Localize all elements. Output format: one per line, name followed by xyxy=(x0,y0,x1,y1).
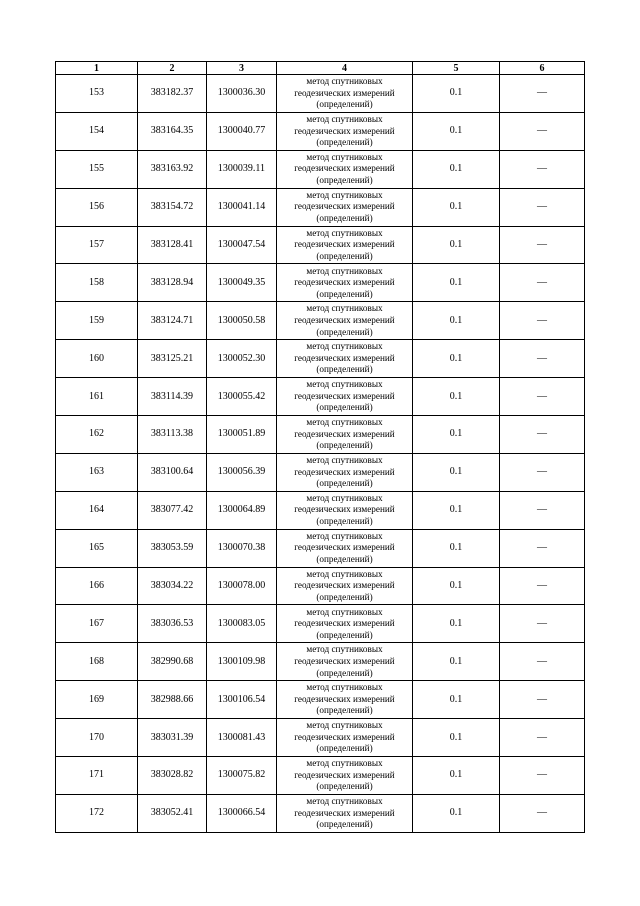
method-cell xyxy=(277,605,413,643)
point-number-cell: 153 xyxy=(56,75,138,113)
x-coordinate-cell: 383128.41 xyxy=(138,226,207,264)
precision-cell: 0.1 xyxy=(413,681,500,719)
table-row xyxy=(56,112,585,150)
coordinates-table xyxy=(55,61,585,833)
method-cell xyxy=(277,453,413,491)
method-line: метод спутниковых xyxy=(306,379,383,390)
x-coordinate-cell: 383100.64 xyxy=(138,453,207,491)
precision-cell: 0.1 xyxy=(413,794,500,832)
y-coordinate-cell: 1300055.42 xyxy=(207,378,277,416)
method-cell xyxy=(277,340,413,378)
method-line: геодезических измерений xyxy=(294,125,395,136)
point-number-cell: 158 xyxy=(56,264,138,302)
table-row xyxy=(56,264,585,302)
method-cell xyxy=(277,794,413,832)
y-coordinate-cell: 1300041.14 xyxy=(207,188,277,226)
note-cell: — xyxy=(500,264,585,302)
method-line: метод спутниковых xyxy=(306,303,383,314)
point-number-cell: 172 xyxy=(56,794,138,832)
x-coordinate-cell: 383182.37 xyxy=(138,75,207,113)
method-line: метод спутниковых xyxy=(306,720,383,731)
note-cell: — xyxy=(500,226,585,264)
method-line: геодезических измерений xyxy=(294,769,395,780)
method-line: геодезических измерений xyxy=(294,693,395,704)
point-number-cell: 168 xyxy=(56,643,138,681)
x-coordinate-cell: 383113.38 xyxy=(138,416,207,454)
method-cell xyxy=(277,681,413,719)
x-coordinate-cell: 383034.22 xyxy=(138,567,207,605)
y-coordinate-cell: 1300036.30 xyxy=(207,75,277,113)
column-header-1: 1 xyxy=(56,62,138,75)
column-header-3: 3 xyxy=(207,62,277,75)
note-cell: — xyxy=(500,719,585,757)
method-cell xyxy=(277,378,413,416)
method-cell xyxy=(277,302,413,340)
precision-cell: 0.1 xyxy=(413,378,500,416)
point-number-cell: 170 xyxy=(56,719,138,757)
method-line: (определений) xyxy=(316,478,373,489)
precision-cell: 0.1 xyxy=(413,567,500,605)
method-line: (определений) xyxy=(316,326,373,337)
point-number-cell: 166 xyxy=(56,567,138,605)
method-line: геодезических измерений xyxy=(294,580,395,591)
table-row xyxy=(56,681,585,719)
method-cell xyxy=(277,226,413,264)
header-row xyxy=(56,62,585,75)
note-cell: — xyxy=(500,605,585,643)
method-cell xyxy=(277,719,413,757)
note-cell: — xyxy=(500,112,585,150)
precision-cell: 0.1 xyxy=(413,416,500,454)
method-line: геодезических измерений xyxy=(294,731,395,742)
point-number-cell: 159 xyxy=(56,302,138,340)
method-line: (определений) xyxy=(316,819,373,830)
method-line: метод спутниковых xyxy=(306,76,383,87)
method-line: (определений) xyxy=(316,175,373,186)
column-header-5: 5 xyxy=(413,62,500,75)
point-number-cell: 163 xyxy=(56,453,138,491)
method-line: метод спутниковых xyxy=(306,530,383,541)
method-line: геодезических измерений xyxy=(294,352,395,363)
method-line: геодезических измерений xyxy=(294,314,395,325)
method-line: метод спутниковых xyxy=(306,758,383,769)
note-cell: — xyxy=(500,757,585,795)
note-cell: — xyxy=(500,567,585,605)
point-number-cell: 164 xyxy=(56,491,138,529)
precision-cell: 0.1 xyxy=(413,453,500,491)
precision-cell: 0.1 xyxy=(413,302,500,340)
note-cell: — xyxy=(500,416,585,454)
x-coordinate-cell: 383114.39 xyxy=(138,378,207,416)
method-line: (определений) xyxy=(316,629,373,640)
method-line: геодезических измерений xyxy=(294,277,395,288)
method-line: метод спутниковых xyxy=(306,568,383,579)
y-coordinate-cell: 1300051.89 xyxy=(207,416,277,454)
method-line: (определений) xyxy=(316,705,373,716)
point-number-cell: 160 xyxy=(56,340,138,378)
table-row xyxy=(56,226,585,264)
x-coordinate-cell: 383052.41 xyxy=(138,794,207,832)
table-row xyxy=(56,453,585,491)
precision-cell: 0.1 xyxy=(413,264,500,302)
table-row xyxy=(56,794,585,832)
method-line: (определений) xyxy=(316,516,373,527)
method-line: (определений) xyxy=(316,667,373,678)
point-number-cell: 157 xyxy=(56,226,138,264)
x-coordinate-cell: 383163.92 xyxy=(138,150,207,188)
y-coordinate-cell: 1300040.77 xyxy=(207,112,277,150)
x-coordinate-cell: 383124.71 xyxy=(138,302,207,340)
method-line: (определений) xyxy=(316,440,373,451)
y-coordinate-cell: 1300039.11 xyxy=(207,150,277,188)
y-coordinate-cell: 1300109.98 xyxy=(207,643,277,681)
table-row xyxy=(56,605,585,643)
precision-cell: 0.1 xyxy=(413,605,500,643)
x-coordinate-cell: 382990.68 xyxy=(138,643,207,681)
y-coordinate-cell: 1300078.00 xyxy=(207,567,277,605)
precision-cell: 0.1 xyxy=(413,188,500,226)
x-coordinate-cell: 383053.59 xyxy=(138,529,207,567)
table-row xyxy=(56,529,585,567)
precision-cell: 0.1 xyxy=(413,757,500,795)
method-cell xyxy=(277,757,413,795)
method-line: геодезических измерений xyxy=(294,239,395,250)
method-line: (определений) xyxy=(316,402,373,413)
x-coordinate-cell: 383154.72 xyxy=(138,188,207,226)
method-line: (определений) xyxy=(316,781,373,792)
method-line: метод спутниковых xyxy=(306,644,383,655)
y-coordinate-cell: 1300047.54 xyxy=(207,226,277,264)
method-line: геодезических измерений xyxy=(294,807,395,818)
precision-cell: 0.1 xyxy=(413,719,500,757)
method-line: (определений) xyxy=(316,591,373,602)
note-cell: — xyxy=(500,529,585,567)
point-number-cell: 156 xyxy=(56,188,138,226)
x-coordinate-cell: 383036.53 xyxy=(138,605,207,643)
method-line: метод спутниковых xyxy=(306,265,383,276)
note-cell: — xyxy=(500,340,585,378)
column-header-4: 4 xyxy=(277,62,413,75)
x-coordinate-cell: 383028.82 xyxy=(138,757,207,795)
table-row xyxy=(56,150,585,188)
point-number-cell: 167 xyxy=(56,605,138,643)
x-coordinate-cell: 383125.21 xyxy=(138,340,207,378)
x-coordinate-cell: 383031.39 xyxy=(138,719,207,757)
note-cell: — xyxy=(500,681,585,719)
precision-cell: 0.1 xyxy=(413,112,500,150)
table-row xyxy=(56,75,585,113)
precision-cell: 0.1 xyxy=(413,150,500,188)
method-cell xyxy=(277,112,413,150)
y-coordinate-cell: 1300052.30 xyxy=(207,340,277,378)
method-line: (определений) xyxy=(316,137,373,148)
method-cell xyxy=(277,643,413,681)
precision-cell: 0.1 xyxy=(413,643,500,681)
method-line: (определений) xyxy=(316,743,373,754)
precision-cell: 0.1 xyxy=(413,529,500,567)
table-row xyxy=(56,378,585,416)
method-line: метод спутниковых xyxy=(306,417,383,428)
y-coordinate-cell: 1300106.54 xyxy=(207,681,277,719)
x-coordinate-cell: 383128.94 xyxy=(138,264,207,302)
y-coordinate-cell: 1300081.43 xyxy=(207,719,277,757)
method-line: (определений) xyxy=(316,212,373,223)
note-cell: — xyxy=(500,794,585,832)
method-cell xyxy=(277,491,413,529)
method-line: метод спутниковых xyxy=(306,492,383,503)
note-cell: — xyxy=(500,150,585,188)
method-line: (определений) xyxy=(316,250,373,261)
method-line: (определений) xyxy=(316,364,373,375)
method-cell xyxy=(277,264,413,302)
method-cell xyxy=(277,188,413,226)
table-row xyxy=(56,567,585,605)
y-coordinate-cell: 1300056.39 xyxy=(207,453,277,491)
point-number-cell: 165 xyxy=(56,529,138,567)
y-coordinate-cell: 1300064.89 xyxy=(207,491,277,529)
method-line: метод спутниковых xyxy=(306,227,383,238)
method-line: метод спутниковых xyxy=(306,454,383,465)
method-line: геодезических измерений xyxy=(294,504,395,515)
y-coordinate-cell: 1300070.38 xyxy=(207,529,277,567)
note-cell: — xyxy=(500,378,585,416)
table-row xyxy=(56,719,585,757)
method-line: метод спутниковых xyxy=(306,606,383,617)
x-coordinate-cell: 382988.66 xyxy=(138,681,207,719)
method-line: (определений) xyxy=(316,553,373,564)
note-cell: — xyxy=(500,643,585,681)
column-header-6: 6 xyxy=(500,62,585,75)
table-row xyxy=(56,643,585,681)
method-line: геодезических измерений xyxy=(294,428,395,439)
note-cell: — xyxy=(500,491,585,529)
precision-cell: 0.1 xyxy=(413,340,500,378)
y-coordinate-cell: 1300066.54 xyxy=(207,794,277,832)
y-coordinate-cell: 1300050.58 xyxy=(207,302,277,340)
method-line: геодезических измерений xyxy=(294,390,395,401)
y-coordinate-cell: 1300049.35 xyxy=(207,264,277,302)
method-cell xyxy=(277,416,413,454)
method-cell xyxy=(277,567,413,605)
method-line: метод спутниковых xyxy=(306,151,383,162)
precision-cell: 0.1 xyxy=(413,226,500,264)
method-cell xyxy=(277,529,413,567)
y-coordinate-cell: 1300083.05 xyxy=(207,605,277,643)
point-number-cell: 155 xyxy=(56,150,138,188)
method-line: метод спутниковых xyxy=(306,341,383,352)
table-row xyxy=(56,757,585,795)
method-line: геодезических измерений xyxy=(294,542,395,553)
method-line: метод спутниковых xyxy=(306,113,383,124)
point-number-cell: 169 xyxy=(56,681,138,719)
precision-cell: 0.1 xyxy=(413,75,500,113)
point-number-cell: 162 xyxy=(56,416,138,454)
point-number-cell: 171 xyxy=(56,757,138,795)
x-coordinate-cell: 383164.35 xyxy=(138,112,207,150)
x-coordinate-cell: 383077.42 xyxy=(138,491,207,529)
table-row xyxy=(56,491,585,529)
method-line: метод спутниковых xyxy=(306,795,383,806)
note-cell: — xyxy=(500,302,585,340)
table-row xyxy=(56,188,585,226)
method-line: геодезических измерений xyxy=(294,656,395,666)
column-header-2: 2 xyxy=(138,62,207,75)
method-line: метод спутниковых xyxy=(306,682,383,693)
method-line: геодезических измерений xyxy=(294,466,395,477)
note-cell: — xyxy=(500,453,585,491)
method-cell xyxy=(277,150,413,188)
note-cell: — xyxy=(500,75,585,113)
point-number-cell: 154 xyxy=(56,112,138,150)
method-line: геодезических измерений xyxy=(294,201,395,212)
table-body xyxy=(56,75,585,833)
note-cell: — xyxy=(500,188,585,226)
method-line: геодезических измерений xyxy=(294,163,395,174)
table-row xyxy=(56,302,585,340)
y-coordinate-cell: 1300075.82 xyxy=(207,757,277,795)
method-line: (определений) xyxy=(316,99,373,110)
method-cell xyxy=(277,75,413,113)
table-row xyxy=(56,416,585,454)
method-line: геодезических измерений xyxy=(294,618,395,629)
method-line: геодезических измерений xyxy=(294,87,395,98)
table-row xyxy=(56,340,585,378)
method-line: метод спутниковых xyxy=(306,189,383,200)
precision-cell: 0.1 xyxy=(413,491,500,529)
method-line: (определений) xyxy=(316,288,373,299)
point-number-cell: 161 xyxy=(56,378,138,416)
